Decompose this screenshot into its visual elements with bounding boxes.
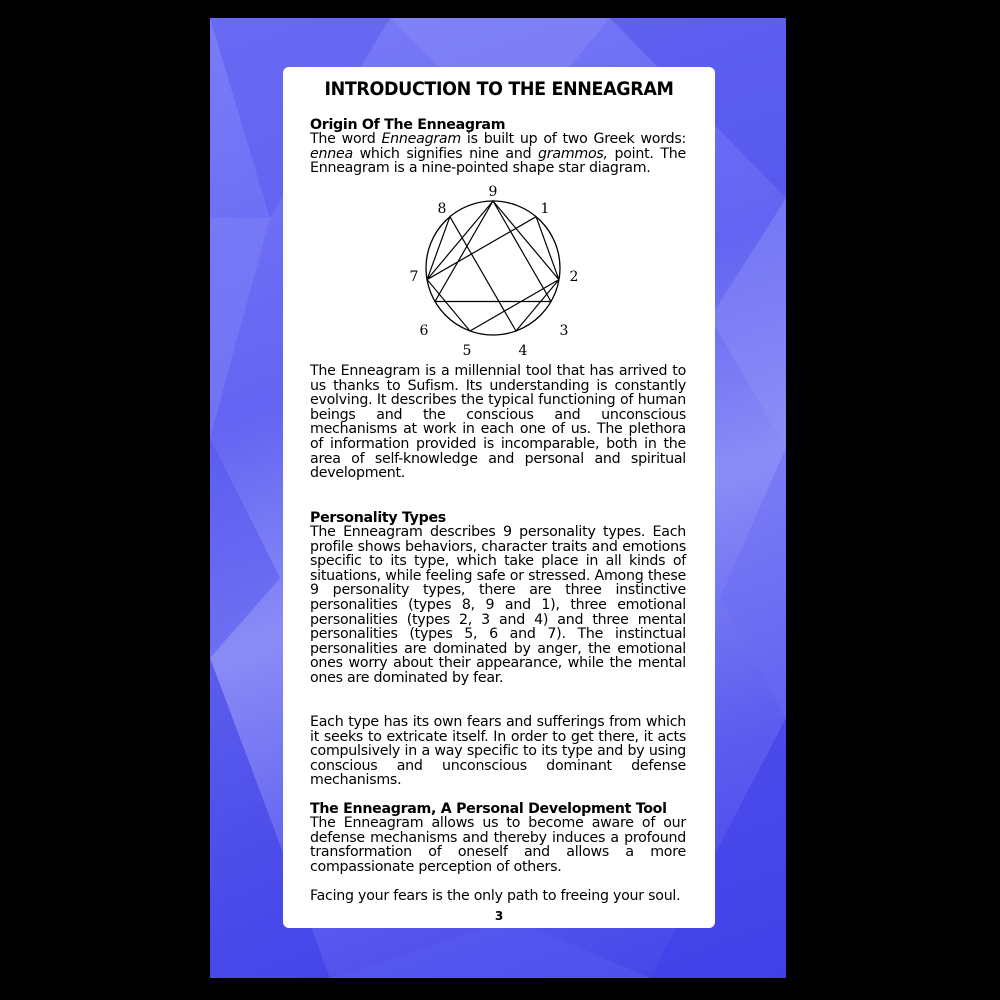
enneagram-inner-triangle [435,201,551,302]
point-5-label: 5 [462,343,472,359]
tool-heading: The Enneagram, A Personal Development Tool [310,801,667,817]
fears-paragraph: Each type has its own fears and sufferings from which it seeks to extricate itself. In order to get there, it acts compulsively in a way specific to its type and by using conscious and unconscious dominant defense mechanisms. [310,714,686,789]
enneagram-inner-hexad [427,201,559,331]
origin-paragraph: The word Enneagram is built up of two Greek words: ennea which signifies nine and grammos, point. The Enneagram is a nine-pointed shape star diagram. [310,131,686,177]
point-1-label: 1 [540,201,550,217]
tool-paragraph: The Enneagram allows us to become aware of our defense mechanisms and thereby induces a profound transformation of oneself and allows a more compassionate perception of others. [310,815,686,875]
page-title: INTRODUCTION TO THE ENNEAGRAM [324,78,674,100]
closing-paragraph: Facing your fears is the only path to freeing your soul. [310,888,681,904]
point-4-label: 4 [518,343,528,359]
book-page [210,18,786,978]
point-7-label: 7 [409,269,419,285]
point-6-label: 6 [419,323,429,339]
intro-paragraph: The Enneagram is a millennial tool that has arrived to us thanks to Sufism. Its understanding is constantly evolving. It describes the typical functioning of human beings and the conscious and unconscious mechanisms at work in each one of us. The plethora of information provided is incomparable, both in the area of self-knowledge and personal and spiritual development. [310,363,686,482]
point-3-label: 3 [559,323,569,339]
enneagram-diagram [403,183,583,359]
point-2-label: 2 [569,269,579,285]
point-8-label: 8 [437,201,447,217]
content-panel [283,67,715,928]
personality-paragraph: The Enneagram describes 9 personality types. Each profile shows behaviors, character traits and emotions specific to its type, which take place in all kinds of situations, while feeling safe or stressed. Among these 9 personality types, there are three instinctive personalities (types 8, 9 and 1), three emotional personalities (types 2, 3 and 4) and three mental personalities (types 5, 6 and 7). The instinctual personalities are dominated by anger, the emotional ones worry about their appearance, while the mental ones are dominated by fear. [310,524,686,686]
personality-heading: Personality Types [310,510,446,526]
origin-heading: Origin Of The Enneagram [310,117,506,133]
point-9-label: 9 [488,184,498,200]
page-number: 3 [494,909,504,923]
